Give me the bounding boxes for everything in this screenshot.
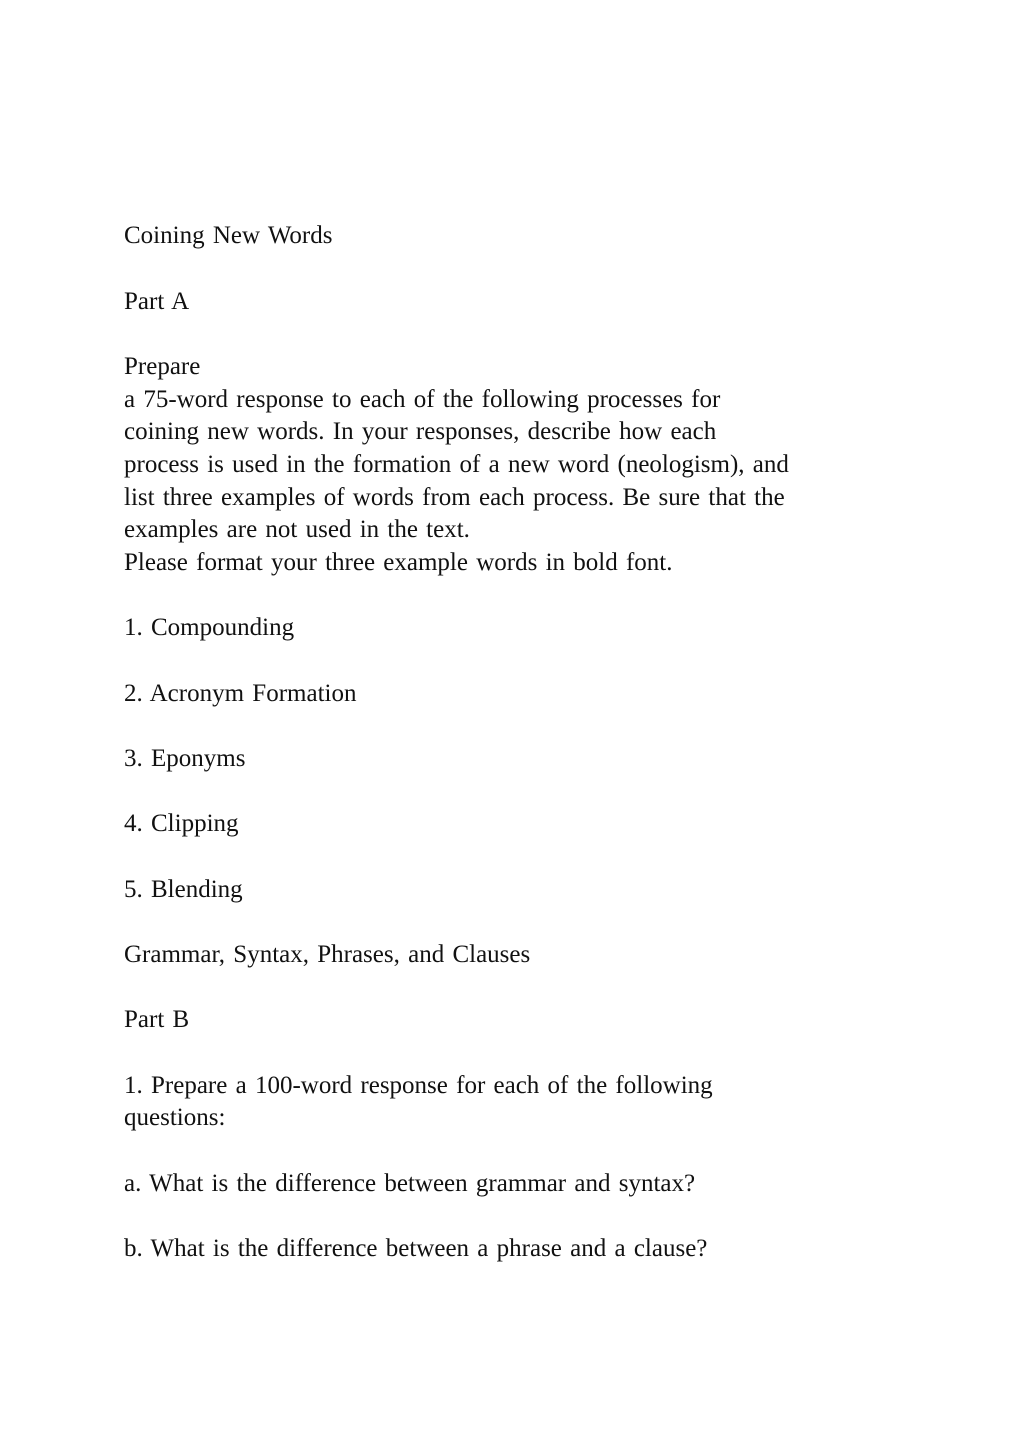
list-item-compounding: 1. Compounding [124, 614, 295, 641]
part-b-heading: Part B [124, 1006, 190, 1033]
list-item-acronym-formation: 2. Acronym Formation [124, 680, 357, 707]
part-a-instruction-line: process is used in the formation of a new word (neologism), and [124, 451, 789, 478]
part-a-intro-word: Prepare [124, 353, 201, 380]
part-a-instruction-line: examples are not used in the text. [124, 516, 470, 543]
document-title: Coining New Words [124, 222, 333, 249]
part-a-instruction-line: list three examples of words from each process. Be sure that the [124, 484, 785, 511]
part-a-heading: Part A [124, 288, 190, 315]
part-a-format-note: Please format your three example words in bold font. [124, 549, 673, 576]
list-item-eponyms: 3. Eponyms [124, 745, 246, 772]
list-item-blending: 5. Blending [124, 876, 243, 903]
list-item-clipping: 4. Clipping [124, 810, 239, 837]
part-b-prompt-line: 1. Prepare a 100-word response for each of the following [124, 1072, 713, 1099]
part-a-instruction-line: coining new words. In your responses, describe how each [124, 418, 717, 445]
part-b-prompt-line: questions: [124, 1104, 226, 1131]
part-a-instruction-line: a 75-word response to each of the following processes for [124, 386, 721, 413]
section-title: Grammar, Syntax, Phrases, and Clauses [124, 941, 531, 968]
question-grammar-vs-syntax: a. What is the difference between grammar and syntax? [124, 1170, 696, 1197]
question-phrase-vs-clause: b. What is the difference between a phrase and a clause? [124, 1235, 708, 1262]
